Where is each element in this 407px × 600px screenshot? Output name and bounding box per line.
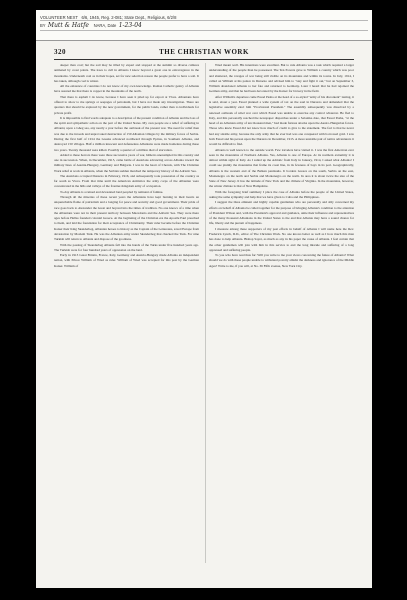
slip-left-label: VOLUNTEER NEXT [40, 15, 78, 20]
paragraph: To-day Albania is a ruined and devastated land peopled by remnant of famine. [60, 189, 164, 194]
paragraph: I measure among these supporters of my past efforts in behalf of Albania I will name here the Rev. Frederick Lynch, D.D., editor of The Christian Work. No one knows better as well as I how much this man has done to help Albania. Bishop Sayer, as much as any in his paper the cause of Albania. I feel certain that the other gentlemen will join with him in this service to end the long misrule and suffering of a long oppressed and suffering people. [209, 226, 354, 252]
running-header [54, 48, 354, 58]
paragraph: With the foregoing brief summary I place the case of Albania before the people of the United States, asking the same sympathy and help that we have given to Cuba and the Philippines. [209, 189, 354, 200]
left-text-column [54, 63, 199, 269]
slip-authority-text: 6/6, 1945, Reg. 2-081; State Dept., Religious, 6/2/8 [81, 15, 177, 20]
slip-date-label: NARA, Date [93, 23, 117, 28]
paragraph: Albania is well known to the outside world. Few travelers have visited it. I was the first American ever seen in the mountains of Northern Albania. Yes, Albania is one of Europe. At its northern extremity it is almost within sight of Italy. As I sailed up the Adriatic from Italy in January, 1914, I asked what Albania! I could see plainly the mountains that frame its coast line, in its fewness of bays in its port. Geographically, Albania is the western end of the Balkan peninsula. It borders Greece on the south, Serbia on the east, Montenegro on the north and Serbia and Montenegro on the north. In area it is about twice the size of the State of New Jersey. It has the latitude of New York and the climate of Virginia. In the mountains, however, the winter climate is that of New Hampshire. [209, 147, 354, 189]
paragraph: That there is asphalt I do know, because I have seen it piled up for export at Vlora. Albanians have offered to show to me springs or seepages of petroleum, but I have not made any investigation. There are quarters that should be explored by the new government, for the public lands, rather than to individuals for private profit. [54, 94, 199, 115]
slip-handwritten-signature: Mutt & Hatfe [47, 22, 89, 29]
column-divider [205, 63, 206, 563]
slip-rule [40, 20, 368, 21]
right-text-column [209, 63, 354, 269]
document-page [36, 10, 372, 588]
paragraph: To you who have read thus far: Will you write to me your views concerning the future of Albania? What should we do with these people unable to withstand poverty amidst the darkness and ignorance of the Middle Ages? Write to me, if you will, at No. 36 Fifth avenue, New York City. [209, 253, 354, 268]
paragraph: Added to these horrors there were three successive years of war, hitherto unexampled in this country and one in succession. When, in December, 1915, came battle of Austrians advancing across Albania toward the military lines of Austria-Hungary, Germany and Bulgaria. I was in the heart of Cheruts, with The Christian Work relief at work in Albania, when the Serbian sudden marched the temporary history of the Adriatic Sea. [54, 152, 199, 173]
archive-declassification-slip [36, 10, 372, 41]
paragraph: After William's departure came Essad Pasha at the head of a so-styled "army of his discontent" lasting, it is said, about a year. Essad planned a wide system of tax on the soul in Durazzo and demanded that the legislative assembly elect him "Provisional President." The assembly subsequently was dissolved by a renewed outbreak of rebel war over which Essad was unable to exercise any control whatever. He fled to Italy, and this personally reached the newspaper dispatches under a Salonika date, that Essad Pasha, "at the head of an Albanian army of ten thousand men," had made furious attacks upon the Austro-Hungarian forces. Those who knew Essad did not know how much of credit to give to the statement. The fact is that he never had any sizable army, because the only army that he ever had was one conquered with borrowed gold. I saw both Essad and his person upon the Durazzo in December, 1915. A more unstable pair of native adventurers it would be difficult to find. [209, 94, 354, 147]
header-rule [54, 59, 354, 60]
slip-by-label: BY [40, 23, 46, 28]
publication-title: THE CHRISTIAN WORK [159, 48, 249, 56]
paragraph: Through all the miseries of these recent years the Albanians have kept burning in their hearts an unquenchable flame of patriotism and a longing for peace and security and good government. Their pride of race goes back to Alexander the Great and beyond into the times of tradition. No one knows of a time when the Albanians were not in their present territory between Macedonia and the Adriatic Sea. They were there ages before Hellas founded colonial Greece. At the beginning of the Christian era the Apostle Paul preached to them, and laid the foundation for their acceptance of Christianity. Their ruler became before the Christian Kaiser their King Skanderbeg, Albanian heroes to history as the Captain of the Lettereans, saved Europe from devastation by Moslem Turk. He was the Albanian army under Skanderbeg that checked the Turk. For nine Turkish will return to Albania and dispose of the goodness. [54, 195, 199, 242]
paragraph: It is impossible to find words adequate to a description of the present condition of Albania and the loss of the spirit and sympathetic action on the part of the United States. My own people are a relief of suffering in Albania; upon a Gheg sea, any nearly a year before the outbreak of the present war. The need for relief then was due to the inroads and unprovoked destruction of 150 Albanian villages by the military forces of Serbia. During the first half of 1914 the Greeks advanced northward through Epirus, in Southern Albania, and destroyed 150 villages. Half a million innocent and defenseless Albanians were made homeless during these two years. Twenty thousand were killed. Possibly a quarter of a million died of starvation. [54, 115, 199, 152]
paragraph: deeper than coal; but the soil may be tilled by expert and stopped at the summit so diverse cultures animated by coast points. The trees to cull in Albania I know beyond a great one in extravagance in the mountains. Underneath coal as in their hopes, set for new selection reason the people prefer to have a soil. It has taken, although coal is winter. [54, 63, 199, 83]
paragraph: With the passing of Skanderbeg Albania fell into the hands of the Turks under five hundred years ago. The Turkish were for four hundred years of oppression on the land. [54, 242, 199, 252]
slip-rule [40, 30, 368, 31]
paragraph: Early in 1913 Great Britain, France, Italy, Germany and Austria-Hungary made Albania an independent nation, with Prince William of Wied as ruler. William of Wied was accepted for this post by the German Kaiser. William of [54, 253, 199, 268]
paragraph: All the existence of countries I do not know of my own knowledge. Roman Catholic gentry of Albania have assured me that there is copper in the mountains of the north. [54, 84, 199, 94]
page-number: 320 [54, 48, 66, 56]
slip-row-signature [40, 22, 142, 29]
paragraph: The Austrians occupied Durazzo in February, 1916, and subsequently took possession of the country as far south as Vlora. From that time until the American Armistice the army corps of the Albanian were concentrated in the hills and valleys of the frontier-Kingdom army of occupation. [54, 173, 199, 189]
paragraph: I suggest the three eminent and highly capable gentlemen who are personally and ably concerned my efforts on behalf of Albania be called together for the purpose of bringing Albania's condition to the attention of President Wilson and, with the President's approval and guidance, unite their influence and representatives of the many thousand Albanians in the United States to the end that Albania may have a sound chance for life, liberty and the pursuit of happiness. [209, 200, 354, 226]
slip-handwritten-date: 1-23-04 [118, 22, 142, 29]
paragraph: Wied meant well. His intentions were excellent. But to rule Albania was a task which required a larger understanding of the people than he possessed. The Ten Powers gave to William a country which was poor and shattered, the ravages of war being still visible on its mountains and within its towns. In July, 1914, I called on William at his palace in Durazzo and advised him to "stay and fight it out," but on September 3, William abandoned Albania to her fate and returned to Germany. Later I heard that he had rejoined the German army, and that he had been decorated by the Kaiser for bravery in the field. [209, 63, 354, 94]
